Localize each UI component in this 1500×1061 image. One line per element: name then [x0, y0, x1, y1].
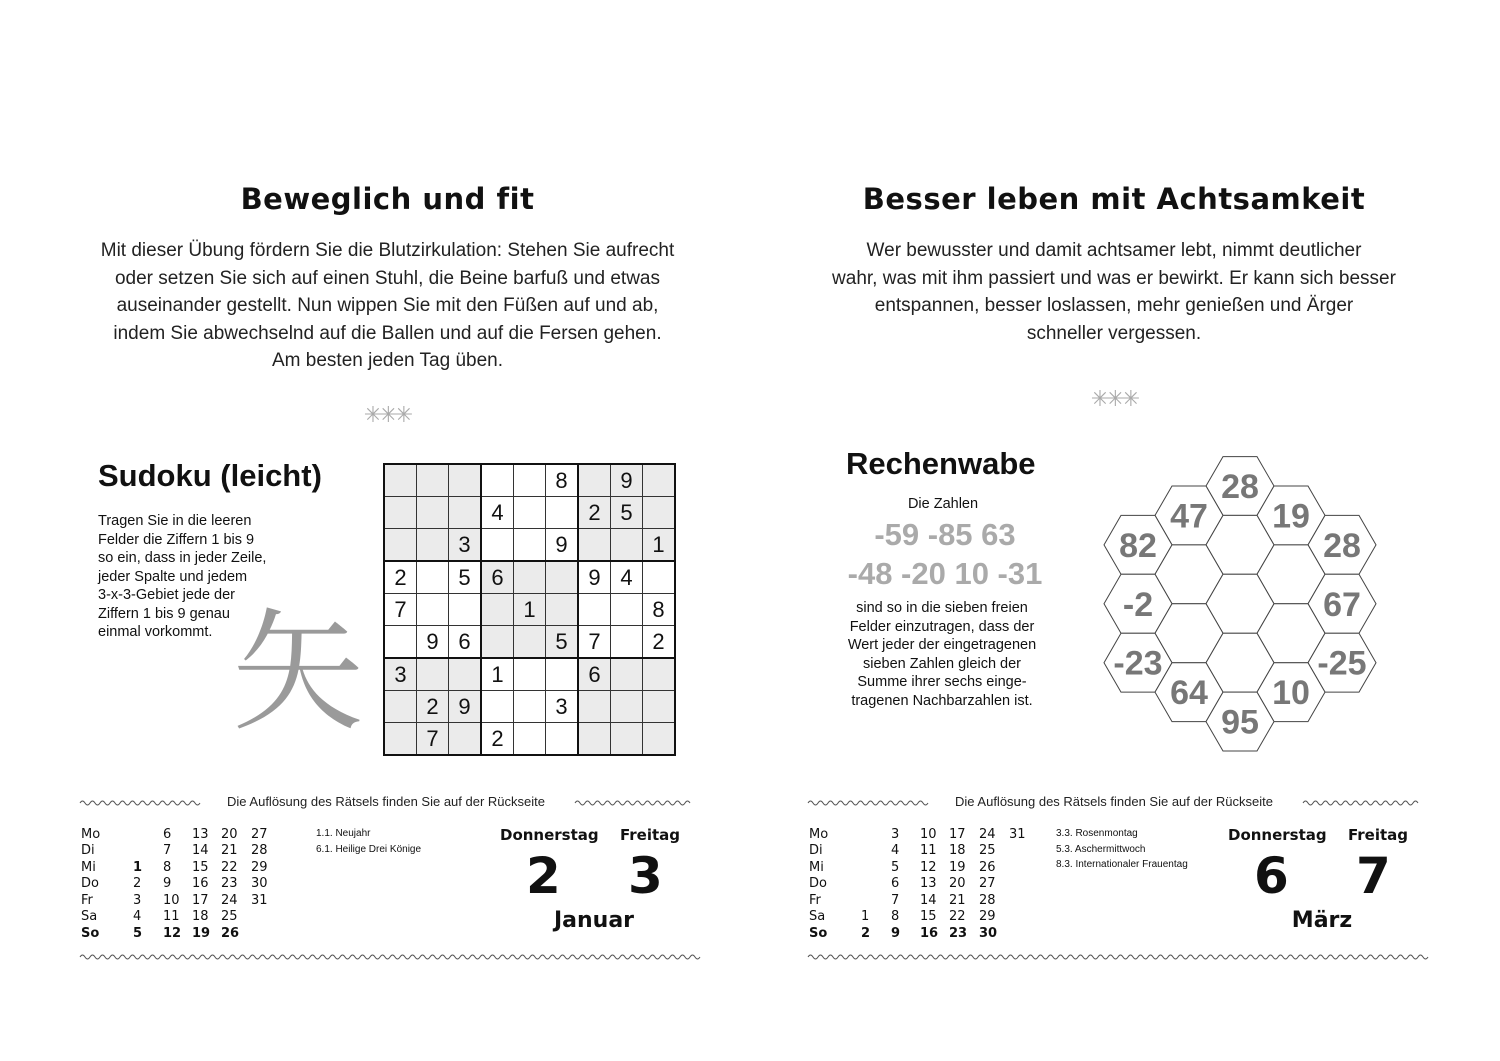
calendar-row [81, 876, 281, 893]
calendar-date: 22 [949, 909, 966, 925]
hex-value: 67 [1323, 585, 1361, 624]
calendar-date: 29 [251, 859, 268, 875]
calendar-date [1009, 892, 1029, 909]
calendar-date: 31 [251, 892, 268, 908]
holiday-item: 6.1. Heilige Drei Könige [316, 843, 422, 855]
day2-name: Freitag [620, 826, 681, 844]
calendar-date: 6 [163, 826, 172, 842]
instruction-line: Tragen Sie in die leeren [98, 513, 252, 529]
calendar-date: 21 [949, 892, 966, 908]
calendar-date: 27 [979, 876, 996, 892]
day2-number: 7 [1356, 847, 1391, 905]
hex-value: 47 [1170, 497, 1208, 536]
sudoku-cell[interactable] [643, 464, 676, 497]
calendar-row [809, 826, 1029, 843]
calendar-date: 4 [891, 843, 900, 859]
calendar-date: 26 [979, 859, 996, 875]
calendar-date: 20 [949, 876, 966, 892]
calendar-row [809, 925, 1029, 942]
intro-line: schneller vergessen. [1026, 322, 1202, 344]
numbers-line-2: -48 -20 10 -31 [847, 556, 1043, 591]
holiday-item: 1.1. Neujahr [316, 828, 371, 839]
calendar-date: 6 [891, 876, 900, 892]
calendar-date [133, 843, 163, 860]
instruction-line: Felder die Ziffern 1 bis 9 [98, 531, 255, 548]
sudoku-cell[interactable] [643, 723, 676, 756]
calendar-row [809, 843, 1029, 860]
sudoku-cell[interactable]: 7 [417, 723, 449, 756]
wavy-line [575, 799, 692, 807]
sudoku-cell[interactable] [481, 626, 514, 659]
calendar-date [251, 909, 281, 926]
rechenwabe-title: Rechenwabe [846, 446, 1036, 481]
sudoku-cell[interactable]: 1 [514, 594, 546, 626]
sudoku-cell[interactable] [546, 497, 579, 529]
wavy-line [80, 799, 200, 807]
calendar-date: 27 [251, 826, 268, 842]
right-intro-text [790, 237, 1438, 347]
left-divider-stars: ✳✳✳ [363, 403, 411, 428]
intro-line: Wer bewusster und damit achtsamer lebt, nimmt deutlicher [866, 240, 1362, 261]
sudoku-cell[interactable] [643, 561, 676, 594]
calendar-date [861, 859, 891, 876]
calendar-date: 10 [920, 826, 937, 842]
right-page-title: Besser leben mit Achtsamkeit [862, 182, 1366, 216]
day1-name: Donnerstag [500, 826, 599, 844]
sudoku-cell[interactable] [481, 594, 514, 626]
sudoku-row [384, 594, 675, 626]
sudoku-cell[interactable]: 6 [481, 561, 514, 594]
calendar-date: 16 [920, 925, 939, 941]
sudoku-cell[interactable] [611, 529, 643, 562]
calendar-date: 15 [920, 909, 937, 925]
day2-name: Freitag [1348, 826, 1409, 844]
intro-line: indem Sie abwechselnd auf die Ballen und auf die Fersen gehen. [113, 322, 662, 344]
sudoku-row [384, 626, 675, 659]
hexagon-puzzle [1090, 450, 1390, 760]
calendar-date [1009, 909, 1029, 926]
holiday-list-right [1056, 826, 1188, 873]
weekday-label: So [809, 925, 828, 941]
sudoku-cell[interactable]: 7 [384, 594, 417, 626]
left-footnote-row [80, 794, 692, 812]
calendar-date: 1 [861, 909, 870, 925]
sudoku-cell[interactable] [578, 464, 611, 497]
sudoku-cell[interactable] [417, 464, 449, 497]
holiday-item: 3.3. Rosenmontag [1056, 828, 1138, 839]
calendar-row [81, 925, 281, 942]
right-divider-stars: ✳✳✳ [1090, 387, 1138, 412]
sudoku-cell[interactable] [546, 594, 579, 626]
sudoku-cell[interactable]: 8 [546, 464, 579, 497]
sudoku-row [384, 691, 675, 723]
instruction-line: so ein, dass in jeder Zeile, [98, 550, 267, 566]
calendar-date: 30 [251, 876, 268, 892]
instruction-line: einmal vorkommt. [98, 624, 213, 640]
calendar-date: 18 [949, 843, 966, 859]
sudoku-cell[interactable]: 4 [481, 497, 514, 529]
sudoku-cell[interactable] [417, 658, 449, 691]
intro-line: auseinander gestellt. Nun wippen Sie mit den Füßen auf und ab, [116, 295, 659, 316]
weekday-label: Sa [809, 909, 826, 925]
hex-value: 19 [1272, 497, 1310, 536]
sudoku-cell[interactable] [449, 723, 482, 756]
sudoku-cell[interactable] [578, 529, 611, 562]
calendar-date: 14 [920, 892, 937, 908]
sudoku-cell[interactable] [514, 691, 546, 723]
sudoku-cell[interactable] [643, 658, 676, 691]
calendar-date: 23 [949, 925, 968, 941]
calendar-date [1009, 876, 1029, 893]
sudoku-cell[interactable]: 7 [578, 626, 611, 659]
sudoku-cell[interactable]: 9 [546, 529, 579, 562]
sudoku-cell[interactable]: 1 [643, 529, 676, 562]
holiday-list-left [316, 826, 421, 857]
calendar-date: 9 [163, 876, 172, 892]
solution-footnote: Die Auflösung des Rätsels finden Sie auf der Rückseite [227, 794, 545, 809]
calendar-date [1009, 925, 1029, 942]
calendar-date: 15 [192, 859, 209, 875]
calendar-date [133, 826, 163, 843]
calendar-row [809, 876, 1029, 893]
calendar-date: 7 [163, 843, 172, 859]
hex-value: 95 [1221, 703, 1259, 742]
solution-footnote: Die Auflösung des Rätsels finden Sie auf der Rückseite [955, 794, 1273, 809]
instruction-line: Felder einzutragen, dass der [849, 618, 1035, 635]
sudoku-cell[interactable] [384, 691, 417, 723]
weekday-label: Mi [809, 859, 824, 875]
sudoku-cell[interactable] [514, 626, 546, 659]
weekday-label: Di [81, 843, 95, 859]
sudoku-row [384, 529, 675, 562]
weekday-label: Do [81, 876, 99, 892]
calendar-date: 14 [192, 843, 209, 859]
calendar-date: 3 [891, 826, 900, 842]
day1-number: 2 [526, 847, 561, 905]
calendar-date [251, 925, 281, 942]
sudoku-cell[interactable] [546, 723, 579, 756]
day1-number: 6 [1254, 847, 1289, 905]
instruction-line: Ziffern 1 bis 9 genau [98, 605, 230, 622]
calendar-row [81, 843, 281, 860]
calendar-row [81, 826, 281, 843]
calendar-date: 20 [221, 826, 238, 842]
sudoku-row [384, 658, 675, 691]
instruction-line: jeder Spalte und jedem [98, 568, 248, 585]
sudoku-cell[interactable]: 8 [643, 594, 676, 626]
sudoku-cell[interactable]: 5 [546, 626, 579, 659]
calendar-date: 10 [163, 892, 180, 908]
calendar-date: 7 [891, 892, 900, 908]
calendar-date: 26 [221, 925, 240, 941]
weekday-label: Di [809, 843, 823, 859]
sudoku-cell[interactable] [384, 723, 417, 756]
sudoku-cell[interactable] [481, 464, 514, 497]
hex-value: 28 [1221, 468, 1259, 506]
sudoku-cell[interactable]: 2 [578, 497, 611, 529]
instruction-line: 3-x-3-Gebiet jede der [98, 587, 236, 603]
sudoku-title: Sudoku (leicht) [98, 458, 322, 493]
instruction-line: Summe ihrer sechs einge- [857, 674, 1027, 690]
calendar-date: 12 [920, 859, 937, 875]
calendar-date: 25 [979, 843, 996, 859]
hex-value: 82 [1119, 526, 1157, 565]
right-footnote-row [808, 794, 1420, 812]
instruction-line: tragenen Nachbarzahlen ist. [851, 692, 1033, 709]
bottom-wavy-line [808, 953, 1420, 961]
calendar-row [809, 859, 1029, 876]
calendar-date: 4 [133, 909, 142, 925]
wavy-line [808, 799, 928, 807]
calendar-row [81, 859, 281, 876]
sudoku-cell[interactable] [384, 626, 417, 659]
calendar-date: 28 [251, 843, 268, 859]
intro-line: oder setzen Sie sich auf einen Stuhl, die Beine barfuß und etwas [114, 267, 660, 289]
calendar-row [81, 892, 281, 909]
hex-value: 10 [1272, 674, 1310, 713]
sudoku-grid [383, 463, 676, 756]
calendar-row [809, 909, 1029, 926]
calendar-date: 13 [920, 876, 937, 892]
day2-number: 3 [628, 847, 663, 905]
calendar-date: 2 [861, 925, 871, 941]
sudoku-cell[interactable]: 3 [546, 691, 579, 723]
calendar-date [1009, 843, 1029, 860]
sudoku-cell[interactable]: 2 [643, 626, 676, 659]
mini-calendar-right [809, 826, 1029, 942]
calendar-date: 30 [979, 925, 998, 941]
sudoku-cell[interactable] [417, 529, 449, 562]
sudoku-row [384, 723, 675, 756]
calendar-date: 19 [192, 925, 211, 941]
calendar-date: 21 [221, 843, 238, 859]
sudoku-cell[interactable]: 9 [611, 464, 643, 497]
sudoku-cell[interactable] [384, 497, 417, 529]
sudoku-row [384, 497, 675, 529]
weekday-label: Fr [81, 892, 93, 908]
numbers-line-1: -59 -85 63 [874, 517, 1016, 552]
sudoku-cell[interactable]: 3 [384, 658, 417, 691]
sudoku-cell[interactable] [417, 561, 449, 594]
sudoku-cell[interactable] [578, 594, 611, 626]
calendar-date: 12 [163, 925, 182, 941]
calendar-date: 18 [192, 909, 209, 925]
sudoku-cell[interactable] [417, 594, 449, 626]
calendar-row [809, 892, 1029, 909]
calendar-date [861, 826, 891, 843]
intro-line: Am besten jeden Tag üben. [272, 350, 503, 371]
sudoku-cell[interactable]: 1 [481, 658, 514, 691]
hex-value: 64 [1170, 674, 1208, 713]
calendar-date: 31 [1009, 826, 1026, 842]
sudoku-row [384, 464, 675, 497]
weekday-label: Do [809, 876, 827, 892]
left-page-title: Beweglich und fit [240, 182, 535, 216]
calendar-date: 9 [891, 925, 901, 941]
sudoku-cell[interactable]: 2 [384, 561, 417, 594]
calendar-date [861, 876, 891, 893]
calendar-date: 2 [133, 876, 142, 892]
calendar-date: 5 [133, 925, 143, 941]
sudoku-cell[interactable] [449, 464, 482, 497]
calendar-date [861, 843, 891, 860]
sudoku-cell[interactable] [578, 723, 611, 756]
calendar-date [861, 892, 891, 909]
sudoku-cell[interactable] [578, 691, 611, 723]
rechenwabe-instructions [832, 599, 1052, 710]
sudoku-cell[interactable] [514, 497, 546, 529]
holiday-item: 8.3. Internationaler Frauentag [1056, 859, 1188, 870]
intro-line: Mit dieser Übung fördern Sie die Blutzirkulation: Stehen Sie aufrecht [100, 240, 675, 261]
calendar-date: 29 [979, 909, 996, 925]
sudoku-cell[interactable]: 3 [449, 529, 482, 562]
numbers-label: Die Zahlen [907, 496, 979, 512]
weekday-label: So [81, 925, 100, 941]
wavy-line [1303, 799, 1420, 807]
weekday-label: Mi [81, 859, 96, 875]
weekday-label: Mo [809, 826, 829, 842]
sudoku-cell[interactable]: 6 [578, 658, 611, 691]
intro-line: entspannen, besser loslassen, mehr genießen und Ärger [874, 295, 1354, 316]
sudoku-cell[interactable] [611, 691, 643, 723]
sudoku-cell[interactable]: 2 [481, 723, 514, 756]
calendar-date: 17 [949, 826, 966, 842]
month-name: Januar [553, 908, 635, 933]
hex-value: 28 [1323, 526, 1361, 565]
sudoku-cell[interactable] [611, 658, 643, 691]
sudoku-cell[interactable] [546, 561, 579, 594]
left-intro-text [60, 237, 715, 375]
calendar-date: 25 [221, 909, 238, 925]
sudoku-cell[interactable] [611, 723, 643, 756]
sudoku-row [384, 561, 675, 594]
sudoku-cell[interactable] [514, 561, 546, 594]
instruction-line: sind so in die sieben freien [856, 600, 1028, 616]
sudoku-cell[interactable]: 9 [578, 561, 611, 594]
chinese-glyph: 矢 [232, 596, 364, 750]
calendar-date: 28 [979, 892, 996, 908]
hex-value: -25 [1317, 644, 1367, 683]
day1-name: Donnerstag [1228, 826, 1327, 844]
sudoku-cell[interactable] [643, 691, 676, 723]
sudoku-cell[interactable] [384, 529, 417, 562]
calendar-date: 13 [192, 826, 209, 842]
sudoku-cell[interactable]: 5 [611, 497, 643, 529]
instruction-line: Wert jeder der eingetragenen [847, 637, 1037, 653]
calendar-date: 19 [949, 859, 966, 875]
calendar-date: 5 [891, 859, 900, 875]
instruction-line: sieben Zahlen gleich der [863, 655, 1021, 672]
month-name: März [1291, 908, 1353, 933]
calendar-date: 22 [221, 859, 238, 875]
sudoku-cell[interactable]: 2 [417, 691, 449, 723]
calendar-date: 16 [192, 876, 209, 892]
calendar-date: 11 [920, 843, 937, 859]
sudoku-cell[interactable] [514, 464, 546, 497]
sudoku-cell[interactable] [643, 497, 676, 529]
calendar-date: 8 [891, 909, 900, 925]
sudoku-cell[interactable]: 4 [611, 561, 643, 594]
sudoku-cell[interactable] [449, 658, 482, 691]
calendar-date [1009, 859, 1029, 876]
calendar-date: 11 [163, 909, 180, 925]
mini-calendar-left [81, 826, 281, 942]
calendar-date: 24 [979, 826, 996, 842]
sudoku-cell[interactable]: 9 [449, 691, 482, 723]
sudoku-cell[interactable] [514, 723, 546, 756]
sudoku-cell[interactable] [481, 529, 514, 562]
calendar-row [81, 909, 281, 926]
intro-line: wahr, was mit ihm passiert und was er bewirkt. Er kann sich besser [832, 267, 1396, 289]
holiday-item: 5.3. Aschermittwoch [1056, 843, 1146, 855]
weekday-label: Fr [809, 892, 821, 908]
calendar-date: 17 [192, 892, 209, 908]
calendar-date: 24 [221, 892, 238, 908]
hex-value: -2 [1122, 585, 1154, 624]
weekday-label: Mo [81, 826, 101, 842]
sudoku-cell[interactable] [449, 497, 482, 529]
calendar-date: 3 [133, 892, 142, 908]
sudoku-cell[interactable] [611, 626, 643, 659]
calendar-date: 23 [221, 876, 238, 892]
sudoku-cell[interactable] [514, 658, 546, 691]
weekday-label: Sa [81, 909, 98, 925]
sudoku-cell[interactable]: 6 [449, 626, 482, 659]
sudoku-cell[interactable] [481, 691, 514, 723]
calendar-date: 1 [133, 859, 143, 875]
sudoku-cell[interactable] [449, 594, 482, 626]
sudoku-cell[interactable]: 9 [417, 626, 449, 659]
sudoku-cell[interactable] [611, 594, 643, 626]
sudoku-cell[interactable] [546, 658, 579, 691]
calendar-date: 8 [163, 859, 172, 875]
sudoku-cell[interactable] [384, 464, 417, 497]
sudoku-cell[interactable] [417, 497, 449, 529]
sudoku-cell[interactable]: 5 [449, 561, 482, 594]
hex-value: -23 [1113, 644, 1163, 683]
bottom-wavy-line [80, 953, 692, 961]
sudoku-cell[interactable] [514, 529, 546, 562]
